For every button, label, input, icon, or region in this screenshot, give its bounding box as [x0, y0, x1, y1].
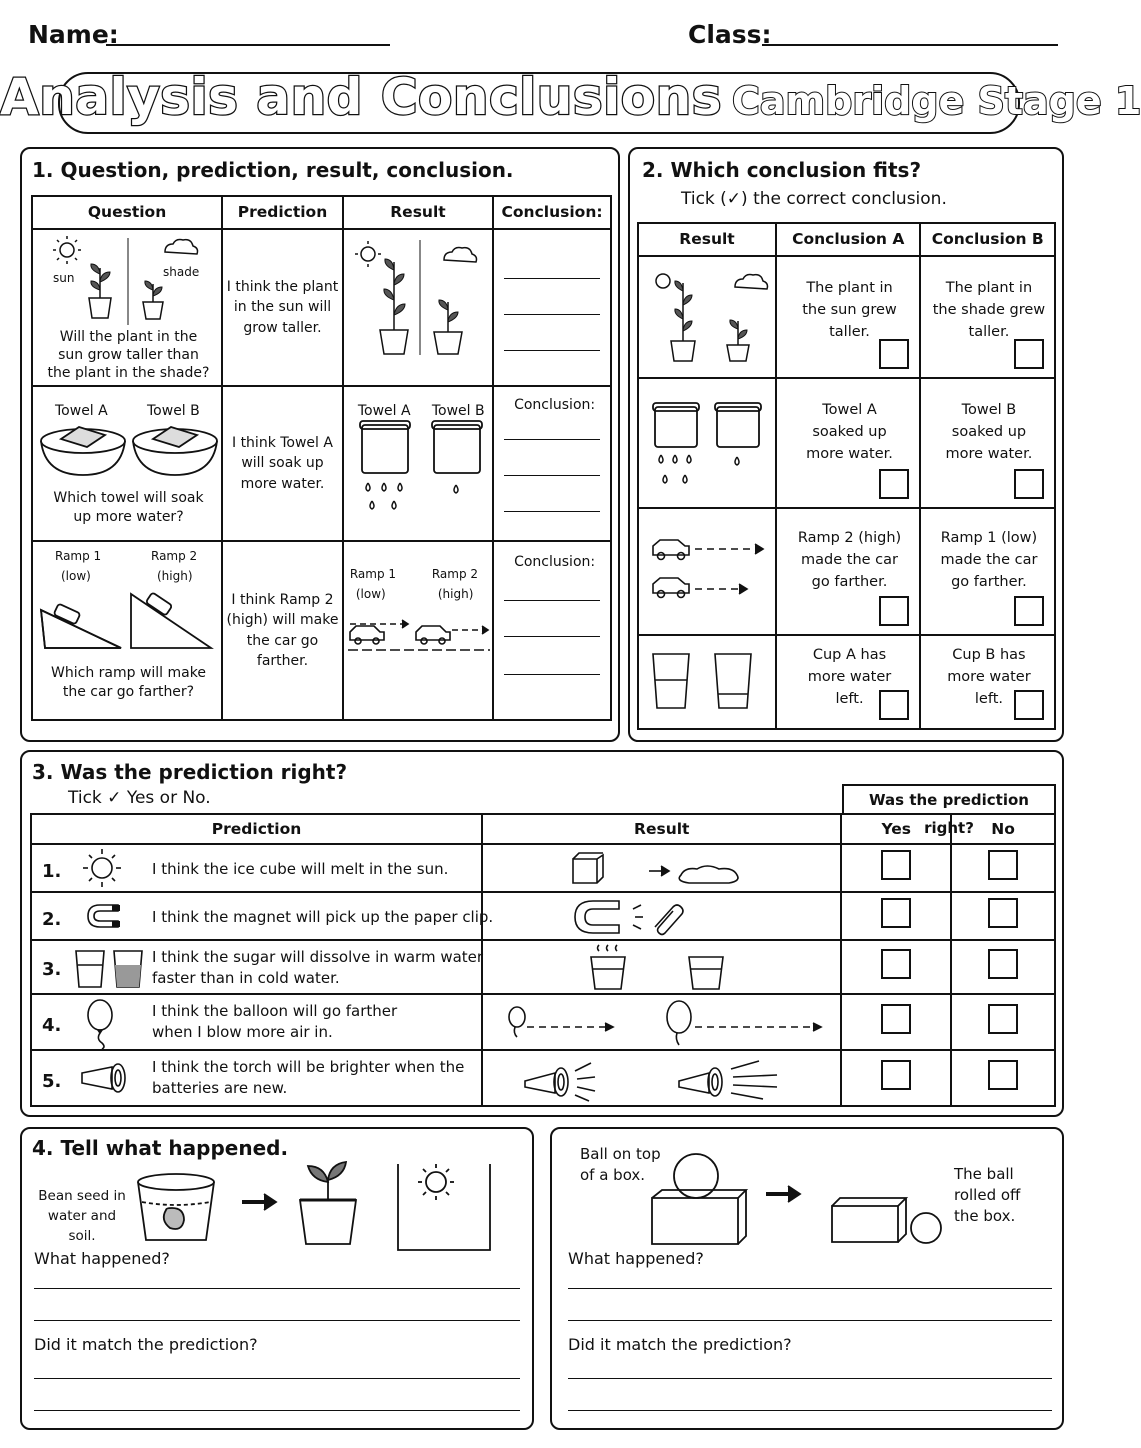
s4-left-answer-line-2[interactable] — [34, 1320, 520, 1321]
s3-r3-prediction: 3. I think the sugar will dissolve in warm water faster than in cold water. — [31, 940, 482, 994]
sun-icon — [82, 845, 132, 891]
s4-left-caption: Bean seed in water and soil. — [38, 1188, 126, 1244]
s1-col-result: Result — [343, 196, 493, 229]
s2-r1-b-checkbox[interactable] — [1014, 339, 1044, 369]
sugar-dissolve-icon — [483, 941, 843, 995]
class-label: Class: — [688, 20, 772, 49]
s1-r2-conclusion[interactable] — [493, 386, 611, 541]
towel-drips-icon — [344, 387, 495, 542]
section4-heading: 4. Tell what happened. — [32, 1136, 289, 1160]
torch-brightness-icon — [483, 1051, 843, 1107]
s1-r2-result: Towel A Towel B — [343, 386, 493, 541]
name-label: Name: — [28, 20, 119, 49]
s1-r3-prediction: I think Ramp 2 (high) will make the car go farther. — [222, 541, 343, 720]
s2-r4-result — [638, 635, 776, 729]
s2-r4-b: Cup B has more water left. — [920, 635, 1055, 729]
s2-r3-b-checkbox[interactable] — [1014, 596, 1044, 626]
s3-col-yes: Yes — [841, 814, 951, 844]
towel-drips-icon — [639, 379, 778, 509]
s3-r5-yes-checkbox[interactable] — [881, 1060, 911, 1090]
s3-r5-prediction: 5. I think the torch will be brighter when the batteries are new. — [31, 1050, 482, 1106]
ice-melt-icon — [483, 845, 843, 893]
s3-col-no: No — [951, 814, 1055, 844]
title-main: Analysis and Conclusions — [0, 68, 722, 126]
s2-col-result: Result — [638, 223, 776, 256]
s2-r2-b-checkbox[interactable] — [1014, 469, 1044, 499]
s4-right-answer-line-2[interactable] — [568, 1320, 1052, 1321]
s1-r2-prediction: I think Towel A will soak up more water. — [222, 386, 343, 541]
magnet-icon — [82, 893, 132, 939]
s3-r1-prediction: 1. I think the ice cube will melt in the sun. — [31, 844, 482, 892]
s3-r3-yes-checkbox[interactable] — [881, 949, 911, 979]
s3-r1-result — [482, 844, 841, 892]
magnet-clip-icon — [483, 893, 843, 941]
s4-right-match-line-2[interactable] — [568, 1410, 1052, 1411]
s3-r4-yes-checkbox[interactable] — [881, 1004, 911, 1034]
balloon-icon — [82, 995, 132, 1049]
s2-r3-result — [638, 508, 776, 635]
s4-right-match-line-1[interactable] — [568, 1378, 1052, 1379]
s3-col-result: Result — [482, 814, 841, 844]
s3-r1-yes-checkbox[interactable] — [881, 850, 911, 880]
ball-box-icon — [640, 1150, 960, 1250]
s1-col-question: Question — [32, 196, 222, 229]
s1-r1-question-text: Will the plant in the sun grow taller than the plant in the shade? — [47, 329, 210, 381]
s3-r2-yes-checkbox[interactable] — [881, 898, 911, 928]
class-line[interactable] — [762, 44, 1058, 46]
s4-left-match-line-2[interactable] — [34, 1410, 520, 1411]
s2-r1-a: The plant in the sun grew taller. — [776, 256, 920, 378]
section2-table — [637, 222, 1056, 730]
s3-r1-no-checkbox[interactable] — [988, 850, 1018, 880]
s2-r4-a: Cup A has more water left. — [776, 635, 920, 729]
section3-table — [30, 813, 1056, 1107]
section1-table — [31, 195, 612, 721]
s2-r2-result — [638, 378, 776, 508]
s2-r3-a-checkbox[interactable] — [879, 596, 909, 626]
s1-col-conclusion: Conclusion: — [493, 196, 611, 229]
s4-left-q1: What happened? — [34, 1249, 170, 1268]
s2-r3-b: Ramp 1 (low) made the car go farther. — [920, 508, 1055, 635]
s1-r3-conclusion-label: Conclusion: — [514, 554, 596, 570]
title-stage: Cambridge Stage 1 — [732, 79, 1141, 123]
s3-r3-no-checkbox[interactable] — [988, 949, 1018, 979]
page-title — [0, 68, 1141, 126]
s3-r2-no-checkbox[interactable] — [988, 898, 1018, 928]
car-distance-icon — [639, 509, 778, 636]
s1-r1-question — [32, 229, 222, 386]
balloon-distance-icon — [483, 995, 843, 1051]
s4-right-q1: What happened? — [568, 1249, 704, 1268]
s1-r2-question: Towel A Towel B Which towel will soak up more water? — [32, 386, 222, 541]
s3-r4-result — [482, 994, 841, 1050]
s2-r2-b: Towel B soaked up more water. — [920, 378, 1055, 508]
s3-r5-no-checkbox[interactable] — [988, 1060, 1018, 1090]
s4-left-answer-line-1[interactable] — [34, 1288, 520, 1289]
s3-r4-no-checkbox[interactable] — [988, 1004, 1018, 1034]
s4-right-caption: Ball on top of a box. — [580, 1145, 661, 1184]
s2-col-a: Conclusion A — [776, 223, 920, 256]
s2-r4-a-checkbox[interactable] — [879, 690, 909, 720]
s3-group-header: Was the prediction right? — [842, 784, 1056, 814]
s4-left-q2: Did it match the prediction? — [34, 1335, 258, 1354]
s2-r4-b-checkbox[interactable] — [1014, 690, 1044, 720]
s3-r2-result — [482, 892, 841, 940]
s1-sun-label: sun — [53, 271, 75, 285]
s1-r3-question: Ramp 1 (low) Ramp 2 (high) Which ramp will make the car go farther? — [32, 541, 222, 720]
s1-r3-result: Ramp 1 (low) Ramp 2 (high) — [343, 541, 493, 720]
s1-r2-conclusion-label: Conclusion: — [514, 397, 596, 413]
s4-right-q2: Did it match the prediction? — [568, 1335, 792, 1354]
s1-r3-conclusion[interactable] — [493, 541, 611, 720]
section1-heading: 1. Question, prediction, result, conclusion. — [32, 158, 514, 182]
s1-shade-label: shade — [163, 265, 200, 279]
bean-growth-icon — [136, 1150, 516, 1250]
s2-col-b: Conclusion B — [920, 223, 1055, 256]
s2-r1-a-checkbox[interactable] — [879, 339, 909, 369]
sugar-cups-icon — [74, 941, 154, 993]
car-distance-icon — [344, 542, 495, 721]
s2-r2-a: Towel A soaked up more water. — [776, 378, 920, 508]
name-line[interactable] — [106, 44, 390, 46]
section3-instruction: Tick ✓ Yes or No. — [68, 788, 211, 808]
s1-col-prediction: Prediction — [222, 196, 343, 229]
s2-r1-b: The plant in the shade grew taller. — [920, 256, 1055, 378]
s2-r1-result — [638, 256, 776, 378]
s3-r4-prediction: 4. I think the balloon will go farther when I blow more air in. — [31, 994, 482, 1050]
s4-right-answer-line-1[interactable] — [568, 1288, 1052, 1289]
s3-r3-result — [482, 940, 841, 994]
s4-left-match-line-1[interactable] — [34, 1378, 520, 1379]
s3-r2-prediction: 2. I think the magnet will pick up the paper clip. — [31, 892, 482, 940]
s1-r1-prediction: I think the plant in the sun will grow taller. — [222, 229, 343, 386]
section2-instruction: Tick (✓) the correct conclusion. — [681, 189, 947, 209]
s3-r5-result — [482, 1050, 841, 1106]
s4-right-result: The ball rolled off the box. — [954, 1165, 1021, 1225]
s2-r3-a: Ramp 2 (high) made the car go farther. — [776, 508, 920, 635]
torch-icon — [78, 1051, 138, 1105]
s3-col-prediction: Prediction — [31, 814, 482, 844]
plant-result-icon — [639, 257, 778, 379]
s2-r2-a-checkbox[interactable] — [879, 469, 909, 499]
cups-water-icon — [639, 636, 778, 730]
plant-result-icon — [344, 230, 495, 387]
section2-heading: 2. Which conclusion fits? — [642, 158, 922, 182]
s1-r1-result — [343, 229, 493, 386]
section3-heading: 3. Was the prediction right? — [32, 760, 348, 784]
s1-r1-conclusion[interactable] — [493, 229, 611, 386]
